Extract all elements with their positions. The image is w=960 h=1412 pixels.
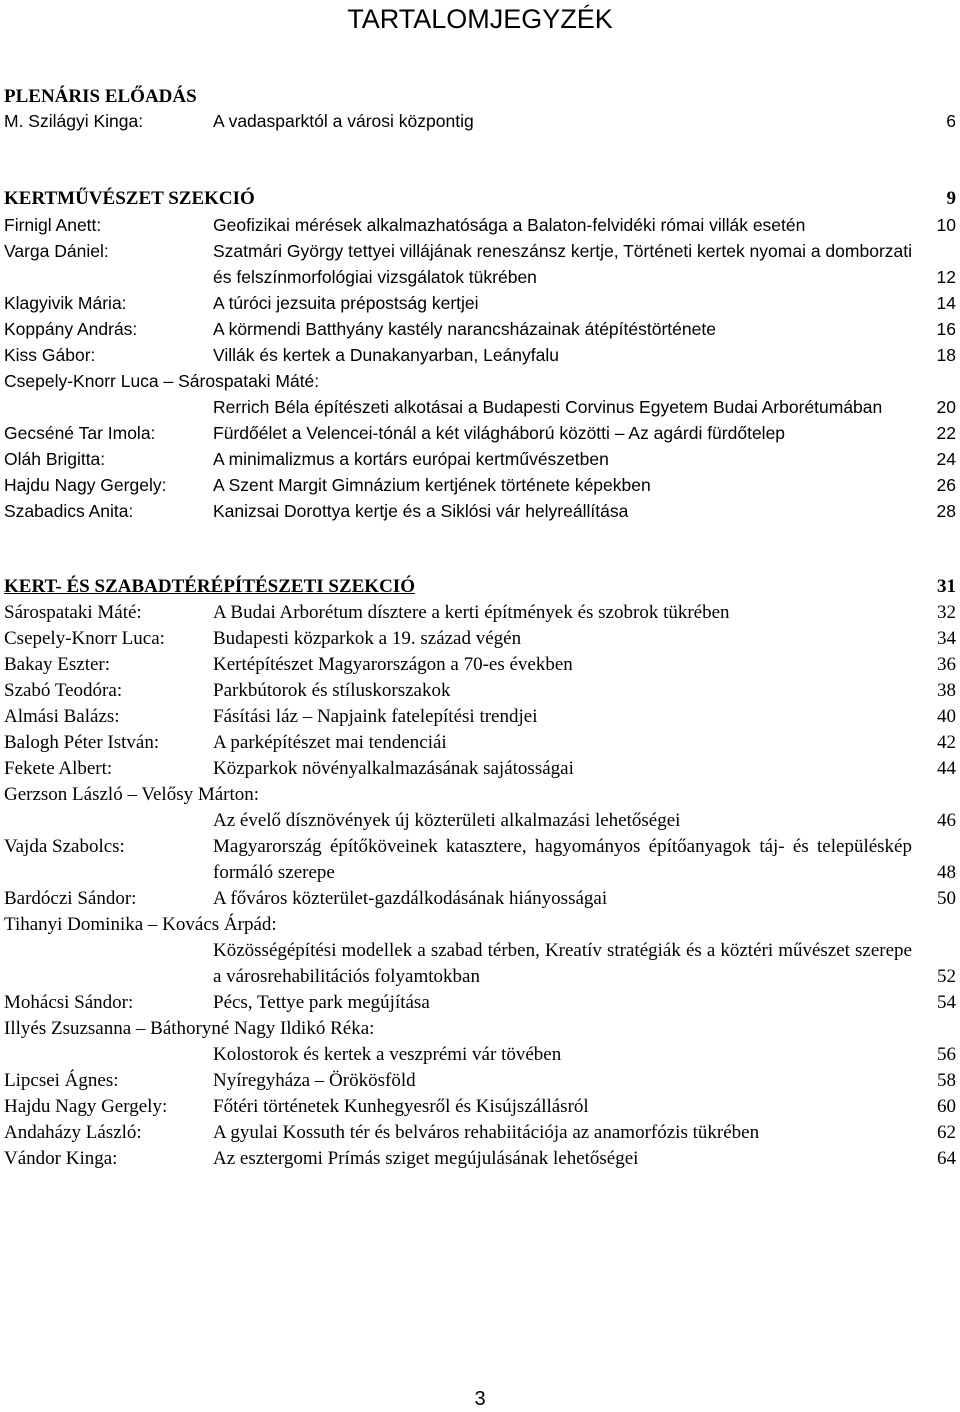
entry-page: 58 [937, 1070, 956, 1091]
entry-page: 62 [937, 1122, 956, 1143]
toc-entry[interactable] [4, 938, 956, 990]
toc-entry[interactable] [4, 1146, 956, 1172]
entry-page: 24 [936, 449, 956, 469]
entry-author: Vajda Szabolcs: [4, 836, 125, 857]
entry-author: Gecséné Tar Imola: [4, 423, 156, 443]
entry-page: 40 [937, 706, 956, 727]
entry-page: 44 [937, 758, 956, 779]
entry-title: Fürdőélet a Velencei-tónál a két világháború közötti – Az agárdi fürdőtelep [213, 423, 786, 443]
entry-title: Az évelő dísznövények új közterületi alkalmazási lehetőségei [213, 810, 681, 831]
entry-page: 14 [936, 293, 956, 313]
entry-author: Kiss Gábor: [4, 345, 96, 365]
entry-title: Budapesti közparkok a 19. század végén [213, 628, 522, 649]
toc-entry[interactable] [4, 420, 956, 446]
entry-page: 46 [937, 810, 956, 831]
entry-author: Csepely-Knorr Luca: [4, 628, 165, 649]
entry-title: Kertépítészet Magyarországon a 70-es években [213, 654, 573, 675]
entry-title: Kolostorok és kertek a veszprémi vár tövében [213, 1044, 562, 1065]
toc-entry[interactable] [4, 316, 956, 342]
entry-page: 64 [937, 1148, 956, 1169]
entry-author: Bakay Eszter: [4, 654, 111, 675]
entry-page: 26 [936, 475, 956, 495]
entry-page: 60 [937, 1096, 956, 1117]
toc-entry-author-line [4, 1016, 956, 1042]
entry-page: 34 [937, 628, 956, 649]
section-page: 9 [946, 188, 956, 209]
toc-entry[interactable] [4, 1068, 956, 1094]
entry-title: A gyulai Kossuth tér és belváros rehabiitációja az anamorfózis tükrében [213, 1122, 760, 1143]
entry-page: 54 [937, 992, 956, 1013]
entry-author-spacer [4, 938, 213, 990]
toc-entry[interactable] [4, 108, 956, 134]
section-heading-text: KERT- ÉS SZABADTÉRÉPÍTÉSZETI SZEKCIÓ [4, 576, 415, 597]
entry-author: Csepely-Knorr Luca – Sárospataki Máté: [4, 371, 320, 391]
toc-entry[interactable] [4, 600, 956, 626]
entry-author: Hajdu Nagy Gergely: [4, 1096, 168, 1117]
entry-title: Közparkok növényalkalmazásának sajátosságai [213, 758, 574, 779]
page-number: 3 [474, 1388, 486, 1410]
entry-title: A főváros közterület-gazdálkodásának hiányosságai [213, 888, 608, 909]
entry-title: Szatmári György tettyei villájának reneszánsz kertje, Történeti kertek nyomai a domborzati és felszínmorfológiai vizsgálatok tükrében [213, 241, 913, 287]
toc-entry-author-line [4, 782, 956, 808]
entry-title: Rerrich Béla építészeti alkotásai a Budapesti Corvinus Egyetem Budai Arborétumában [213, 397, 883, 417]
toc-entry[interactable] [4, 1094, 956, 1120]
entry-title: A körmendi Batthyány kastély narancsházainak átépítéstörténete [213, 319, 716, 339]
entry-title: Fásítási láz – Napjaink fatelepítési trendjei [213, 706, 538, 727]
entry-title: Főtéri történetek Kunhegyesről és Kisújszállásról [213, 1096, 589, 1117]
toc-entry[interactable] [4, 808, 956, 834]
entry-author-spacer [4, 394, 213, 420]
page-title: TARTALOMJEGYZÉK [347, 4, 613, 34]
toc-entry[interactable] [4, 446, 956, 472]
toc-entry[interactable] [4, 472, 956, 498]
entry-author: Illyés Zsuzsanna – Báthoryné Nagy Ildikó Réka: [4, 1018, 375, 1039]
entry-author: Gerzson László – Velősy Márton: [4, 784, 260, 805]
toc-entry[interactable] [4, 1120, 956, 1146]
toc-entry[interactable] [4, 886, 956, 912]
entry-author: Lipcsei Ágnes: [4, 1070, 119, 1091]
entry-author: Szabadics Anita: [4, 501, 134, 521]
section-kertmuveszet [4, 186, 956, 524]
entry-title: A Budai Arborétum dísztere a kerti építmények és szobrok tükrében [213, 602, 730, 623]
entry-author: Balogh Péter István: [4, 732, 160, 753]
entry-page: 16 [936, 319, 956, 339]
section-kert-szabadter [4, 574, 956, 1172]
toc-entry[interactable] [4, 678, 956, 704]
toc-entry[interactable] [4, 394, 956, 420]
entry-page: 38 [937, 680, 956, 701]
section-heading-text: PLENÁRIS ELŐADÁS [4, 86, 197, 107]
entry-title: Magyarország építőköveinek katasztere, hagyományos építőanyagok táj- és településkép formáló szerepe [213, 836, 912, 883]
section-page: 31 [937, 576, 956, 597]
entry-title: Az esztergomi Prímás sziget megújulásának lehetőségei [213, 1148, 639, 1169]
entry-author: Hajdu Nagy Gergely: [4, 475, 167, 495]
entry-author: Almási Balázs: [4, 706, 120, 727]
entry-page: 20 [936, 397, 956, 417]
entry-title: A túróci jezsuita prépostság kertjei [213, 293, 479, 313]
entry-author: M. Szilágyi Kinga: [4, 111, 144, 131]
entry-author: Klagyivik Mária: [4, 293, 127, 313]
section-heading [4, 186, 956, 212]
section-plenaris [4, 84, 956, 134]
entry-title: A minimalizmus a kortárs európai kertművészetben [213, 449, 609, 469]
section-heading [4, 574, 956, 600]
entry-author: Fekete Albert: [4, 758, 113, 779]
entry-author: Tihanyi Dominika – Kovács Árpád: [4, 914, 277, 935]
entry-page: 52 [937, 966, 956, 987]
entry-author: Oláh Brigitta: [4, 449, 106, 469]
entry-page: 48 [937, 862, 956, 883]
entry-page: 56 [937, 1044, 956, 1065]
entry-page: 22 [936, 423, 956, 443]
entry-title: A Szent Margit Gimnázium kertjének története képekben [213, 475, 651, 495]
toc-entry[interactable] [4, 626, 956, 652]
entry-author: Andaházy László: [4, 1122, 142, 1143]
toc-entry[interactable] [4, 290, 956, 316]
entry-page: 50 [937, 888, 956, 909]
entry-author: Bardóczi Sándor: [4, 888, 137, 909]
toc-page [4, 0, 956, 1172]
entry-title: Pécs, Tettye park megújítása [213, 992, 430, 1013]
toc-entry[interactable] [4, 238, 956, 290]
entry-author: Varga Dániel: [4, 241, 109, 261]
toc-entry[interactable] [4, 834, 956, 886]
entry-author: Mohácsi Sándor: [4, 992, 134, 1013]
entry-title: Nyíregyháza – Örökösföld [213, 1070, 416, 1091]
toc-entry[interactable] [4, 212, 956, 238]
entry-page: 36 [937, 654, 956, 675]
toc-entry[interactable] [4, 342, 956, 368]
entry-title: Geofizikai mérések alkalmazhatósága a Balaton-felvidéki római villák esetén [213, 215, 806, 235]
entry-author: Sárospataki Máté: [4, 602, 142, 623]
toc-entry[interactable] [4, 652, 956, 678]
entry-title: Parkbútorok és stíluskorszakok [213, 680, 451, 701]
entry-page: 18 [936, 345, 956, 365]
entry-page: 6 [946, 111, 956, 131]
entry-page: 28 [936, 501, 956, 521]
toc-entry-author-line [4, 912, 956, 938]
entry-author: Koppány András: [4, 319, 138, 339]
entry-title: A vadasparktól a városi központig [213, 111, 474, 131]
toc-entry[interactable] [4, 1042, 956, 1068]
entry-author-spacer [4, 1042, 213, 1068]
entry-author: Vándor Kinga: [4, 1148, 118, 1169]
section-heading [4, 84, 956, 110]
toc-entry[interactable] [4, 730, 956, 756]
toc-entry[interactable] [4, 704, 956, 730]
entry-title: Kanizsai Dorottya kertje és a Siklósi vár helyreállítása [213, 501, 629, 521]
toc-entry-author-line [4, 368, 956, 394]
entry-page: 10 [936, 215, 956, 235]
entry-author-spacer [4, 808, 213, 834]
entry-title: Villák és kertek a Dunakanyarban, Leányfalu [213, 345, 560, 365]
entry-title: A parképítészet mai tendenciái [213, 732, 447, 753]
entry-page: 32 [937, 602, 956, 623]
entry-page: 42 [937, 732, 956, 753]
entry-title: Közösségépítési modellek a szabad térben, Kreatív stratégiák és a köztéri művészet szerepe a városrehabilitációs folyamtokban [213, 940, 912, 987]
toc-entry[interactable] [4, 990, 956, 1016]
section-heading-text: KERTMŰVÉSZET SZEKCIÓ [4, 188, 255, 209]
toc-entry[interactable] [4, 756, 956, 782]
entry-page: 12 [936, 267, 956, 287]
entry-author: Szabó Teodóra: [4, 680, 123, 701]
entry-author: Firnigl Anett: [4, 215, 102, 235]
toc-entry[interactable] [4, 498, 956, 524]
